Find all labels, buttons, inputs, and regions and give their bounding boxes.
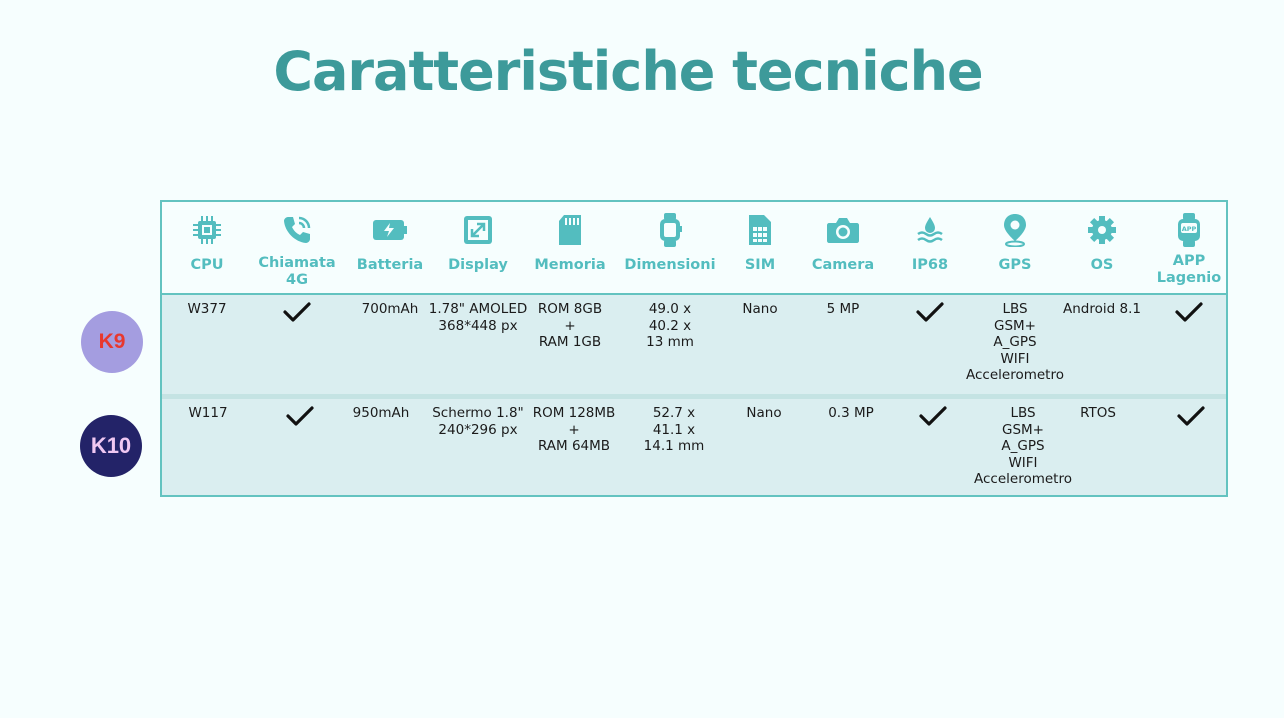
phone-call-icon: [279, 212, 315, 248]
cell-gps: LBS GSM+ A_GPS WIFI Accelerometro: [966, 301, 1064, 383]
spec-table: [160, 200, 1228, 497]
expand-icon: [460, 212, 496, 248]
cell-os: Android 8.1: [1063, 301, 1141, 317]
smartwatch-icon: [652, 212, 688, 248]
battery-icon: [372, 212, 408, 248]
header-label-gps: GPS: [998, 257, 1032, 273]
header-gps: [960, 202, 1070, 294]
cell-camera: 0.3 MP: [828, 405, 874, 421]
cell-display: Schermo 1.8" 240*296 px: [432, 405, 524, 438]
header-label-display: Display: [448, 257, 508, 273]
camera-icon: [825, 212, 861, 248]
checkmark-icon: [282, 301, 312, 323]
cpu-icon: [189, 212, 225, 248]
header-app: [1154, 202, 1224, 294]
cell-sim: Nano: [742, 301, 778, 317]
cell-battery: 700mAh: [361, 301, 419, 317]
cell-os: RTOS: [1080, 405, 1116, 421]
header-label-os: OS: [1090, 257, 1114, 273]
header-camera: [803, 202, 883, 294]
cell-battery: 950mAh: [352, 405, 410, 421]
header-battery: [350, 202, 430, 294]
cell-cpu: W377: [187, 301, 227, 317]
header-os: [1057, 202, 1147, 294]
header-call: [252, 202, 342, 294]
table-header: [162, 202, 1226, 294]
model-badge-k9: K9: [81, 311, 143, 373]
location-pin-icon: [997, 212, 1033, 248]
sd-card-icon: [552, 212, 588, 248]
cell-memory: ROM 128MB + RAM 64MB: [532, 405, 616, 454]
header-label-ip68: IP68: [911, 257, 949, 273]
cell-camera: 5 MP: [826, 301, 860, 317]
cell-memory: ROM 8GB + RAM 1GB: [537, 301, 603, 350]
cell-display: 1.78" AMOLED 368*448 px: [428, 301, 528, 334]
table-row-k9: [162, 295, 1226, 394]
sim-card-icon: [742, 212, 778, 248]
checkmark-icon: [285, 405, 315, 427]
header-cpu: [167, 202, 247, 294]
svg-text:APP: APP: [1181, 225, 1197, 233]
gear-icon: [1084, 212, 1120, 248]
header-label-cpu: CPU: [190, 257, 224, 273]
header-memory: [525, 202, 615, 294]
header-label-camera: Camera: [811, 257, 875, 273]
header-dimensions: [620, 202, 720, 294]
app-watch-icon: [1171, 212, 1207, 248]
table-row-k10: [162, 399, 1226, 495]
cell-sim: Nano: [746, 405, 782, 421]
model-badge-k10: K10: [80, 415, 142, 477]
header-label-battery: Batteria: [356, 257, 424, 273]
checkmark-icon: [1176, 405, 1206, 427]
header-sim: [725, 202, 795, 294]
header-label-memory: Memoria: [534, 257, 606, 273]
checkmark-icon: [915, 301, 945, 323]
header-label-sim: SIM: [744, 257, 776, 273]
header-label-call: Chiamata 4G: [258, 255, 336, 288]
cell-cpu: W117: [188, 405, 228, 421]
checkmark-icon: [1174, 301, 1204, 323]
header-label-app: APP Lagenio: [1156, 253, 1222, 286]
header-display: [428, 202, 528, 294]
cell-dimensions: 52.7 x 41.1 x 14.1 mm: [643, 405, 705, 454]
cell-gps: LBS GSM+ A_GPS WIFI Accelerometro: [974, 405, 1072, 487]
water-drop-icon: [912, 212, 948, 248]
checkmark-icon: [918, 405, 948, 427]
header-ip68: [900, 202, 960, 294]
cell-dimensions: 49.0 x 40.2 x 13 mm: [646, 301, 694, 350]
page-title: Caratteristiche tecniche: [273, 40, 983, 103]
header-label-dimensions: Dimensioni: [624, 257, 716, 273]
